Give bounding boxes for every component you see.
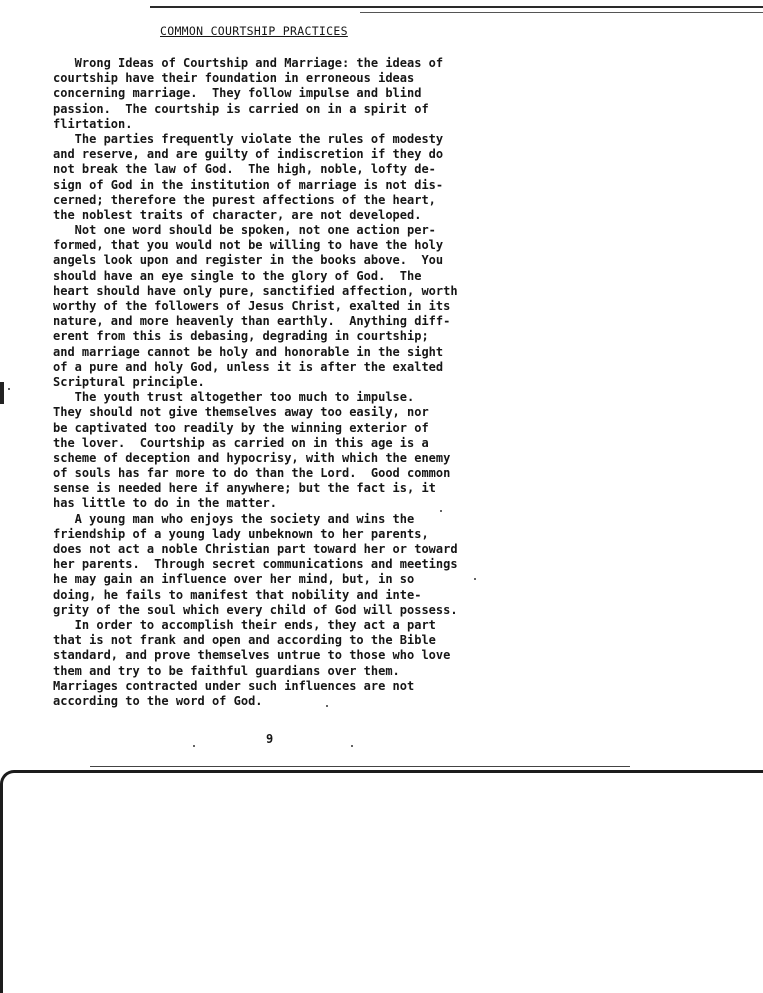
scan-speck bbox=[351, 745, 353, 747]
text-line: according to the word of God. bbox=[53, 693, 263, 708]
text-line: Marriages contracted under such influences are not bbox=[53, 678, 415, 693]
scan-top-rule-thin bbox=[360, 12, 763, 13]
scan-bottom-rule bbox=[90, 766, 630, 767]
text-line: Scriptural principle. bbox=[53, 374, 205, 389]
text-line: be captivated too readily by the winning exterior of bbox=[53, 420, 429, 435]
text-line: flirtation. bbox=[53, 116, 133, 131]
text-line: formed, that you would not be willing to have the holy bbox=[53, 238, 444, 253]
text-line: and marriage cannot be holy and honorable in the sight bbox=[53, 344, 444, 359]
page-number: 9 bbox=[266, 732, 274, 746]
text-line: Wrong Ideas of Courtship and Marriage: the ideas of bbox=[53, 56, 444, 70]
text-line: of souls has far more to do than the Lord. Good common bbox=[53, 466, 451, 481]
text-line: Not one word should be spoken, not one action per- bbox=[53, 223, 436, 238]
text-line: sense is needed here if anywhere; but the fact is, it bbox=[53, 481, 436, 496]
text-line: them and try to be faithful guardians over them. bbox=[53, 663, 400, 678]
scan-top-rule bbox=[150, 6, 763, 8]
text-line: does not act a noble Christian part toward her or toward bbox=[53, 542, 458, 556]
text-line: he may gain an influence over her mind, but, in so bbox=[53, 572, 415, 587]
text-line: grity of the soul which every child of God will possess. bbox=[53, 602, 458, 617]
text-line: should have an eye single to the glory of God. The bbox=[53, 268, 422, 283]
text-line: cerned; therefore the purest affections of the heart, bbox=[53, 192, 436, 207]
text-line: The parties frequently violate the rules of modesty bbox=[53, 131, 444, 146]
text-line: the noblest traits of character, are not developed. bbox=[53, 207, 422, 222]
scan-bottom-band bbox=[0, 770, 763, 993]
document-body bbox=[53, 56, 473, 709]
text-line: erent from this is debasing, degrading in courtship; bbox=[53, 329, 429, 344]
text-line: nature, and more heavenly than earthly. Anything diff- bbox=[53, 314, 451, 329]
text-line: concerning marriage. They follow impulse and blind bbox=[53, 86, 422, 101]
text-line: and reserve, and are guilty of indiscretion if they do bbox=[53, 147, 444, 162]
text-line: passion. The courtship is carried on in a spirit of bbox=[53, 101, 429, 116]
text-line: In order to accomplish their ends, they act a part bbox=[53, 617, 436, 632]
text-line: worthy of the followers of Jesus Christ, exalted in its bbox=[53, 299, 451, 313]
text-line: A young man who enjoys the society and wins the bbox=[53, 511, 415, 526]
text-line: that is not frank and open and according to the Bible bbox=[53, 633, 436, 648]
text-line: The youth trust altogether too much to impulse. bbox=[53, 390, 415, 405]
text-line: of a pure and holy God, unless it is after the exalted bbox=[53, 359, 444, 374]
text-line: sign of God in the institution of marriage is not dis- bbox=[53, 177, 444, 192]
text-line: friendship of a young lady unbeknown to her parents, bbox=[53, 526, 429, 541]
text-line: her parents. Through secret communications and meetings bbox=[53, 557, 458, 572]
text-line: angels look upon and register in the books above. You bbox=[53, 253, 444, 268]
document-title: COMMON COURTSHIP PRACTICES bbox=[160, 24, 348, 38]
scan-speck bbox=[8, 388, 10, 390]
scan-left-edge-mark bbox=[0, 382, 4, 404]
scan-speck bbox=[474, 578, 476, 580]
text-line: They should not give themselves away too easily, nor bbox=[53, 405, 429, 420]
text-line: heart should have only pure, sanctified affection, worth bbox=[53, 283, 458, 298]
scan-speck bbox=[193, 745, 195, 747]
text-line: scheme of deception and hypocrisy, with which the enemy bbox=[53, 450, 451, 465]
text-line: the lover. Courtship as carried on in this age is a bbox=[53, 435, 429, 450]
text-line: not break the law of God. The high, noble, lofty de- bbox=[53, 162, 436, 177]
text-line: standard, and prove themselves untrue to those who love bbox=[53, 648, 451, 663]
text-line: has little to do in the matter. bbox=[53, 496, 277, 511]
text-line: courtship have their foundation in erroneous ideas bbox=[53, 71, 415, 86]
text-line: doing, he fails to manifest that nobility and inte- bbox=[53, 587, 422, 602]
